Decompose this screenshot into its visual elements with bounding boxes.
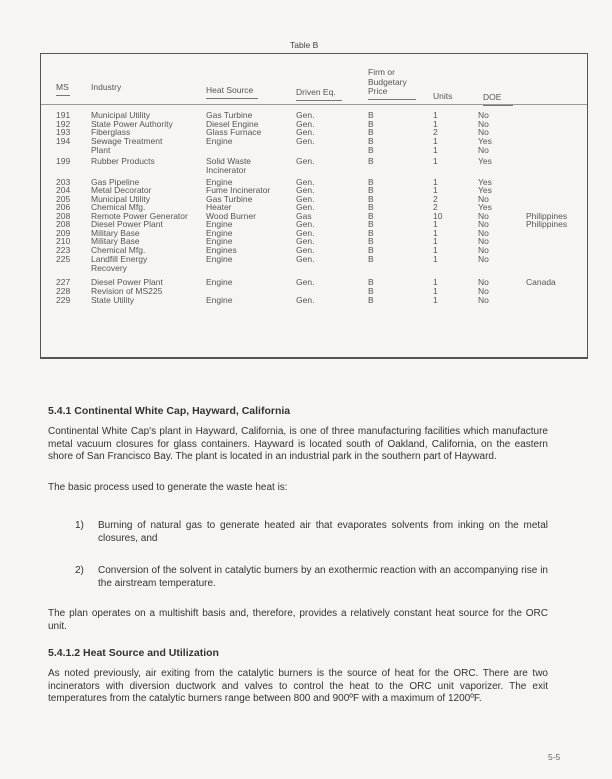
- table-cell-heat: Engine: [206, 236, 233, 246]
- table-cell-units: 1: [433, 277, 438, 287]
- table-cell-ms: 225: [56, 254, 71, 264]
- table-cell-doe: Yes: [478, 177, 492, 187]
- header-heat-source: Heat Source: [206, 85, 254, 95]
- table-cell-doe: No: [478, 295, 489, 305]
- table-cell-firm: B: [368, 127, 374, 137]
- table-cell-firm: B: [368, 202, 374, 212]
- table-cell-industry: Sewage Treatment: [91, 136, 163, 146]
- table-cell-heat: Engines: [206, 245, 237, 255]
- table-cell-industry: Revision of MS225: [91, 286, 163, 296]
- list-item: Burning of natural gas to generate heated air that evaporates solvents from inking on the metal closures, and: [98, 520, 548, 544]
- table-cell-units: 10: [433, 211, 443, 221]
- table-cell-driven: Gen.: [296, 136, 315, 146]
- page-number: 5-5: [548, 752, 561, 762]
- table-cell-units: 1: [433, 185, 438, 195]
- table-cell-driven: Gen.: [296, 254, 315, 264]
- table-cell-driven: Gen.: [296, 177, 315, 187]
- table-cell-units: 1: [433, 295, 438, 305]
- table-cell-units: 2: [433, 194, 438, 204]
- table-cell-ms: 208: [56, 219, 71, 229]
- table-cell-industry: Fiberglass: [91, 127, 131, 137]
- header-underline: [368, 99, 416, 100]
- table-cell-firm: B: [368, 136, 374, 146]
- table-cell-units: 2: [433, 127, 438, 137]
- table-cell-doe: No: [478, 245, 489, 255]
- table-cell-units: 2: [433, 202, 438, 212]
- table-cell-industry: Chemical Mfg.: [91, 202, 146, 212]
- table-cell-doe: No: [478, 194, 489, 204]
- table-cell-industry: Chemical Mfg.: [91, 245, 146, 255]
- table-cell-firm: B: [368, 236, 374, 246]
- table-cell-doe: Yes: [478, 136, 492, 146]
- header-underline: [483, 105, 513, 106]
- table-cell-ms: 204: [56, 185, 71, 195]
- table-cell-heat: Gas Turbine: [206, 194, 253, 204]
- table-cell-heat: Diesel Engine: [206, 119, 259, 129]
- table-cell-units: 1: [433, 286, 438, 296]
- table-cell-driven: Gen.: [296, 156, 315, 166]
- table-cell-ms: 228: [56, 286, 71, 296]
- table-cell-ms: 194: [56, 136, 71, 146]
- table-cell-note: Philippines: [526, 219, 568, 229]
- table-cell-industry: Diesel Power Plant: [91, 219, 163, 229]
- table-cell-units: 1: [433, 110, 438, 120]
- table-cell-driven: Gen.: [296, 228, 315, 238]
- table-cell-firm: B: [368, 110, 374, 120]
- table-cell-doe: No: [478, 127, 489, 137]
- table-cell-units: 1: [433, 119, 438, 129]
- table-cell-firm: B: [368, 194, 374, 204]
- table-cell-firm: B: [368, 277, 374, 287]
- table-cell-firm: B: [368, 185, 374, 195]
- table-cell-industry: Military Base: [91, 228, 140, 238]
- table-cell-units: 1: [433, 236, 438, 246]
- table-cell-firm: B: [368, 219, 374, 229]
- table-cell-note: Canada: [526, 277, 556, 287]
- table-cell-ms: 203: [56, 177, 71, 187]
- table-cell-industry: Rubber Products: [91, 156, 155, 166]
- table-cell-note: Philippines: [526, 211, 568, 221]
- table-title: Table B: [290, 40, 319, 50]
- subsection-heading: 5.4.1.2 Heat Source and Utilization: [48, 647, 219, 659]
- table-cell-units: 1: [433, 228, 438, 238]
- table-cell-doe: No: [478, 110, 489, 120]
- section-paragraph: The basic process used to generate the waste heat is:: [48, 482, 288, 493]
- table-cell-heat: Fume Incinerator: [206, 185, 271, 195]
- table-cell-heat: Solid Waste: [206, 156, 252, 166]
- subsection-paragraph: As noted previously, air exiting from the catalytic burners is the source of heat for the ORC. There are two incinerators with diversion ductwork and valves to control the heat to the ORC unit vaporizer. The exit temperatures from the catalytic burners range between 800 and 900ºF with a maximum of 1200ºF.: [48, 668, 548, 704]
- table-cell-ms: 199: [56, 156, 71, 166]
- table-cell-ms: 206: [56, 202, 71, 212]
- table-cell-ms: 192: [56, 119, 71, 129]
- header-firm: Firm or Budgetary Price: [368, 67, 407, 96]
- table-cell-firm: B: [368, 156, 374, 166]
- table-cell-driven: Gen.: [296, 245, 315, 255]
- table-cell-ms: 208: [56, 211, 71, 221]
- table-cell-driven: Gen.: [296, 185, 315, 195]
- table-cell-industry: Plant: [91, 145, 111, 156]
- table-cell-units: 1: [433, 177, 438, 187]
- table-cell-industry: Municipal Utility: [91, 194, 151, 204]
- table-cell-driven: Gen.: [296, 127, 315, 137]
- header-underline: [206, 98, 258, 99]
- table-cell-heat: Engine: [206, 228, 233, 238]
- table-cell-firm: B: [368, 145, 374, 155]
- table-cell-heat: Glass Furnace: [206, 127, 262, 137]
- table-cell-driven: Gen.: [296, 277, 315, 287]
- table-cell-driven: Gen.: [296, 295, 315, 305]
- table-cell-doe: No: [478, 119, 489, 129]
- header-driven-eq: Driven Eq.: [296, 87, 336, 97]
- table-cell-firm: B: [368, 228, 374, 238]
- table-cell-driven: Gen.: [296, 110, 315, 120]
- table-cell-units: 1: [433, 136, 438, 146]
- table-cell-driven: Gas: [296, 211, 312, 221]
- table-cell-industry: Metal Decorator: [91, 185, 152, 195]
- header-doe: DOE: [483, 92, 502, 102]
- table-cell-ms: 223: [56, 245, 71, 255]
- table-cell-industry: Recovery: [91, 263, 127, 274]
- section-paragraph: The plan operates on a multishift basis and, therefore, provides a relatively constant heat source for the ORC unit.: [48, 608, 548, 632]
- list-number: 1): [75, 520, 84, 531]
- table-cell-heat: Engine: [206, 295, 233, 305]
- table-cell-industry: Gas Pipeline: [91, 177, 140, 187]
- table-cell-industry: Municipal Utility: [91, 110, 151, 120]
- table-cell-units: 1: [433, 156, 438, 166]
- table-cell-firm: B: [368, 245, 374, 255]
- table-cell-firm: B: [368, 211, 374, 221]
- table-cell-industry: Remote Power Generator: [91, 211, 188, 221]
- table-cell-doe: No: [478, 145, 489, 155]
- header-rule: [41, 104, 587, 105]
- table-cell-driven: Gen.: [296, 202, 315, 212]
- header-units: Units: [433, 91, 453, 101]
- table-cell-doe: No: [478, 211, 489, 221]
- list-number: 2): [75, 565, 84, 576]
- table-cell-units: 1: [433, 219, 438, 229]
- table-cell-driven: Gen.: [296, 236, 315, 246]
- table-cell-firm: B: [368, 254, 374, 264]
- table-cell-heat: Engine: [206, 219, 233, 229]
- table-cell-heat: Engine: [206, 277, 233, 287]
- table-cell-ms: 210: [56, 236, 71, 246]
- table-cell-industry: Military Base: [91, 236, 140, 246]
- table-cell-heat: Gas Turbine: [206, 110, 253, 120]
- table-cell-doe: No: [478, 286, 489, 296]
- table-cell-heat: Engine: [206, 254, 233, 264]
- table-cell-units: 1: [433, 245, 438, 255]
- table-cell-ms: 209: [56, 228, 71, 238]
- table-cell-firm: B: [368, 286, 374, 296]
- table-cell-doe: No: [478, 277, 489, 287]
- table-cell-driven: Gen.: [296, 219, 315, 229]
- header-underline: [56, 95, 70, 96]
- table-cell-units: 1: [433, 254, 438, 264]
- table-cell-ms: 191: [56, 110, 71, 120]
- table-cell-doe: No: [478, 236, 489, 246]
- table-cell-doe: Yes: [478, 156, 492, 166]
- table-cell-driven: Gen.: [296, 119, 315, 129]
- table-cell-doe: Yes: [478, 202, 492, 212]
- table-cell-doe: No: [478, 228, 489, 238]
- table-cell-firm: B: [368, 295, 374, 305]
- table-cell-heat: Wood Burner: [206, 211, 256, 221]
- table-cell-firm: B: [368, 177, 374, 187]
- table-cell-doe: No: [478, 219, 489, 229]
- section-paragraph: Continental White Cap's plant in Hayward, California, is one of three manufacturing facilities which manufacture metal vacuum closures for glass containers. Hayward is located south of Oakland, California, on the eastern shore of San Francisco Bay. The plant is located in an industrial park in the southern part of Hayward.: [48, 426, 548, 462]
- table-cell-ms: 205: [56, 194, 71, 204]
- table-cell-heat: Engine: [206, 177, 233, 187]
- section-heading: 5.4.1 Continental White Cap, Hayward, California: [48, 405, 291, 417]
- table-cell-industry: Diesel Power Plant: [91, 277, 163, 287]
- table-cell-heat: Heater: [206, 202, 232, 212]
- table-cell-doe: Yes: [478, 185, 492, 195]
- list-item: Conversion of the solvent in catalytic burners by an exothermic reaction with an accompanying rise in the airstream temperature.: [98, 565, 548, 589]
- table-cell-doe: No: [478, 254, 489, 264]
- table-cell-industry: Landfill Energy: [91, 254, 148, 264]
- header-underline: [296, 100, 342, 101]
- table-box: [40, 53, 588, 359]
- header-industry: Industry: [91, 82, 122, 92]
- table-cell-heat: Engine: [206, 136, 233, 146]
- table-cell-industry: State Utility: [91, 295, 134, 305]
- table-cell-heat: Incinerator: [206, 165, 247, 176]
- header-ms: MS: [56, 82, 69, 92]
- table-cell-driven: Gen.: [296, 194, 315, 204]
- table-cell-units: 1: [433, 145, 438, 155]
- table-cell-ms: 193: [56, 127, 71, 137]
- table-cell-industry: State Power Authority: [91, 119, 173, 129]
- table-cell-firm: B: [368, 119, 374, 129]
- table-cell-ms: 227: [56, 277, 71, 287]
- table-cell-ms: 229: [56, 295, 71, 305]
